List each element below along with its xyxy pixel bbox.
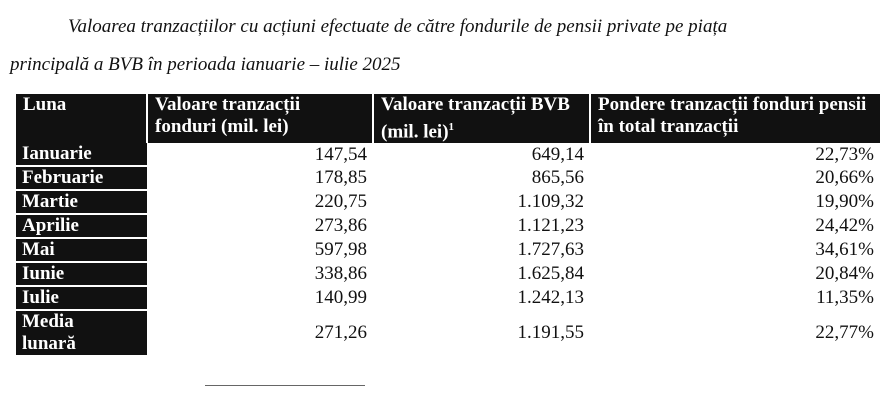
row-month: Februarie [16, 166, 147, 190]
row-bvb: 1.121,23 [517, 215, 584, 237]
row-pondere: 11,35% [816, 287, 874, 309]
header-valoare-fonduri: Valoare tranzacții fonduri (mil. lei) [147, 94, 373, 143]
row-month-average [16, 310, 147, 356]
row-fonduri: 178,85 [314, 167, 367, 189]
table-row [16, 166, 880, 190]
table-row [16, 143, 880, 166]
header-valoare-bvb-text: Valoare tranzacții BVB (mil. lei) [381, 94, 570, 143]
row-fonduri: 220,75 [314, 191, 367, 213]
row-month: Mai [16, 238, 147, 262]
row-pondere: 34,61% [815, 239, 874, 261]
pension-funds-transactions-table [16, 94, 880, 357]
row-fonduri: 597,98 [314, 239, 367, 261]
row-fonduri: 271,26 [314, 322, 367, 344]
row-fonduri: 147,54 [314, 143, 367, 165]
row-month: Iunie [16, 262, 147, 286]
table-row-average [16, 310, 880, 356]
header-pondere: Pondere tranzacții fonduri pensii în total tranzacții [590, 94, 880, 143]
row-pondere: 20,84% [815, 263, 874, 285]
footnote-rule [205, 385, 365, 386]
table-caption [10, 8, 890, 84]
table-row [16, 214, 880, 238]
table-row [16, 190, 880, 214]
caption-line-2: principală a BVB în perioada ianuarie – iulie 2025 [10, 54, 401, 75]
row-bvb: 1.625,84 [517, 263, 584, 285]
row-bvb: 1.242,13 [517, 287, 584, 309]
row-pondere: 19,90% [815, 191, 874, 213]
row-month: Aprilie [16, 214, 147, 238]
footnote-marker: 1 [448, 121, 455, 133]
average-label-line-2: lunară [22, 333, 76, 355]
row-pondere: 22,77% [815, 322, 874, 344]
header-luna: Luna [16, 94, 147, 143]
row-pondere: 24,42% [815, 215, 874, 237]
table-row [16, 238, 880, 262]
table-row [16, 262, 880, 286]
row-bvb: 1.727,63 [517, 239, 584, 261]
header-valoare-bvb [373, 94, 590, 143]
row-pondere: 20,66% [815, 167, 874, 189]
average-label-line-1: Media [22, 311, 74, 333]
row-month: Ianuarie [16, 143, 147, 166]
row-fonduri: 140,99 [314, 287, 367, 309]
row-bvb: 649,14 [531, 143, 584, 165]
row-pondere: 22,73% [815, 143, 874, 165]
row-bvb: 865,56 [531, 167, 584, 189]
caption-line-1: Valoarea tranzacțiilor cu acțiuni efectuate de către fondurile de pensii private pe piața [68, 16, 728, 37]
row-bvb: 1.191,55 [517, 322, 584, 344]
row-fonduri: 338,86 [314, 263, 367, 285]
row-month: Iulie [16, 286, 147, 310]
row-bvb: 1.109,32 [517, 191, 584, 213]
table-header-row [16, 94, 880, 143]
row-month: Martie [16, 190, 147, 214]
row-fonduri: 273,86 [314, 215, 367, 237]
table-row [16, 286, 880, 310]
